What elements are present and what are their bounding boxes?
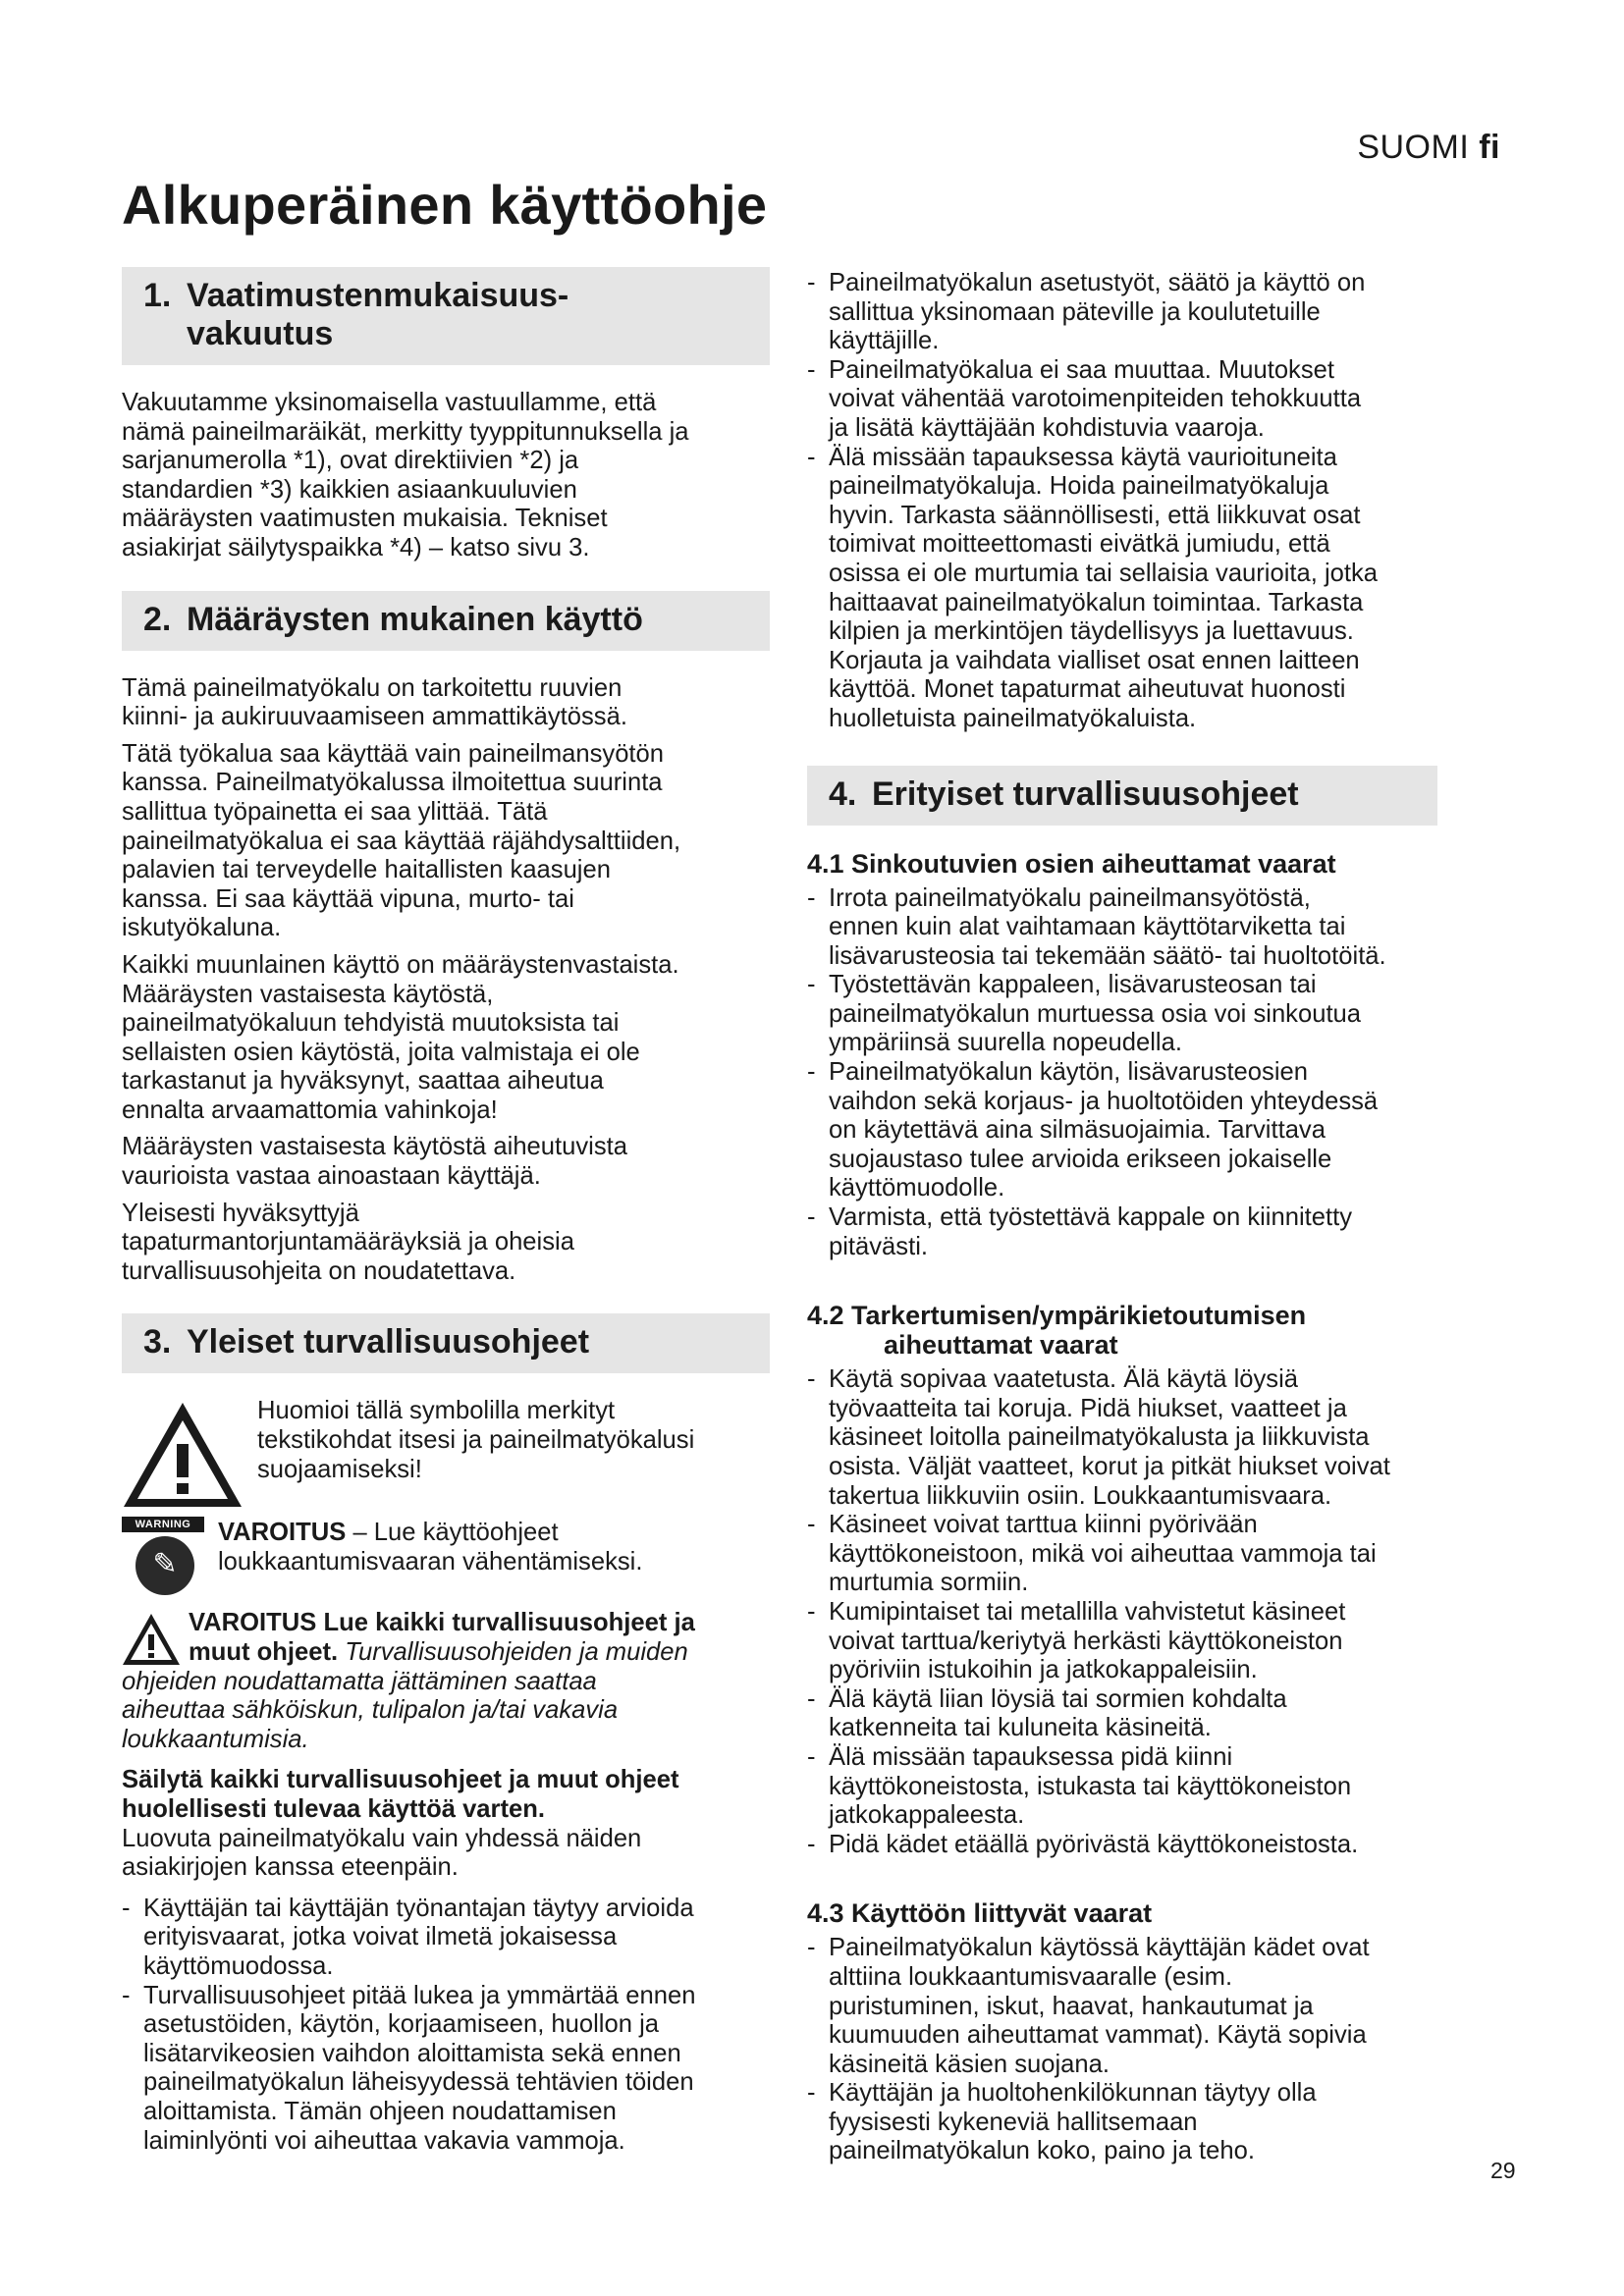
text-line: Tätä työkalua saa käyttää vain paineilmansyötön [122, 739, 665, 768]
keep-instructions [122, 1766, 770, 1882]
section-4-heading [807, 766, 1437, 826]
text-line: työvaatteita tai koruja. Pidä hiukset, vaatteet ja [829, 1394, 1347, 1422]
text-line: haittaavat paineilmatyökalun toimintaa. Tarkasta [829, 588, 1364, 616]
section-1-body [122, 389, 770, 563]
section-1-title-line1: Vaatimustenmukaisuus- [187, 277, 569, 314]
section-1-number: 1. [143, 277, 172, 314]
list-item: - Käsineet voivat tarttua kiinni pyörivään käyttökoneistoon, mikä voi aiheuttaa vammoja tai murtumia sormiin. [807, 1511, 1485, 1598]
subsection-4-2-heading [807, 1301, 1485, 1360]
warning-word: VAROITUS [218, 1519, 347, 1547]
list-item: - Älä missään tapauksessa käytä vaurioituneita paineilmatyökaluja. Hoida paineilmatyökaluja hyvin. Tarkasta säännöllisesti, että liikkuvat osat toimivat moitteettomasti eivätkä jumiudu, että osissa ei ole murtumia tai sellaisia vaurioita, jotka haittaavat paineilmatyökalun toimintaa. Tarkasta kilpien ja merkintöjen täydellisyys ja luettavuus. Korjauta ja vaihdata vialliset osat ennen laitteen käyttöä. Monet tapaturmat aiheutuvat huonosti huolletuista paineilmatyökaluista. [807, 444, 1485, 734]
section-2-heading [122, 591, 770, 651]
text-line: paineilmatyökalun koko, paino ja teho. [829, 2137, 1255, 2165]
warning-triangle-small-icon [122, 1613, 181, 1666]
text-line: huolletuista paineilmatyökaluista. [829, 704, 1197, 732]
list-item: - Turvallisuusohjeet pitää lukea ja ymmärtää ennen asetustöiden, käytön, korjaamiseen, huollon ja lisätarvikeosien vaihdon aloittamista sekä ennen paineilmatyökalun läheisyydessä tehtävien töiden aloittamista. Tämän ohjeen noudattamisen laiminlyönti voi aiheuttaa vakavia vammoja. [122, 1982, 770, 2157]
text-line: tapaturmantorjuntamääräyksiä ja oheisia [122, 1228, 574, 1256]
text-line: määräysten vaatimusten mukaisia. Tekniset [122, 505, 608, 533]
text-line: käyttömuodolle. [829, 1174, 1005, 1202]
text-line: Paineilmatyökalun käytön, lisävarusteosien [829, 1058, 1308, 1087]
text-line: käyttäjille. [829, 327, 940, 355]
text-line: käyttökoneistosta, istukasta tai käyttökoneiston [829, 1772, 1352, 1800]
text-line: sarjanumerolla *1), ovat direktiivien *2) ja [122, 447, 579, 475]
text-line: pitävästi. [829, 1232, 929, 1260]
text-line: kanssa. Ei saa käyttää vipuna, murto- tai [122, 884, 574, 913]
text-line: Paineilmatyökalun käytössä käyttäjän kädet ovat [829, 1934, 1370, 1962]
left-column [122, 267, 770, 2156]
text-line: käyttökoneistoon, mikä voi aiheuttaa vammoja tai [829, 1539, 1377, 1568]
text-line: Pidä kädet etäällä pyörivästä käyttökoneistosta. [829, 1830, 1359, 1858]
text-line: murtumia sormiin. [829, 1569, 1029, 1597]
text-line: voivat tarttua/keriytyä herkästi käyttökoneiston [829, 1627, 1343, 1655]
text-line: osista. Väljät vaatteet, korut ja pitkät hiukset voivat [829, 1453, 1390, 1480]
text-line: Määräysten vastaisesta käytöstä, [122, 980, 494, 1008]
text-line: – Lue käyttöohjeet [346, 1519, 559, 1547]
section-4-title: Erityiset turvallisuusohjeet [872, 774, 1299, 813]
text-line: Käyttäjän tai käyttäjän työnantajan täytyy arvioida [143, 1894, 694, 1922]
text-line: Tämä paineilmatyökalu on tarkoitettu ruuvien [122, 673, 623, 702]
section-1-heading [122, 267, 770, 365]
section-3-heading [122, 1313, 770, 1373]
text-line: alttiina loukkaantumisvaaralle (esim. [829, 1962, 1233, 1991]
list-item: - Älä käytä liian löysiä tai sormien kohdalta katkenneita tai kuluneita käsineitä. [807, 1685, 1485, 1743]
text-line: käsineet loitolla paineilmatyökalusta ja liikkuvista [829, 1423, 1370, 1452]
subsection-4-3-heading: 4.3 Käyttöön liittyvät vaarat [807, 1898, 1153, 1929]
subsection-4-1-heading: 4.1 Sinkoutuvien osien aiheuttamat vaarat [807, 848, 1336, 879]
text-line: ohjeiden noudattamatta jättäminen saattaa [122, 1667, 597, 1695]
text-line: Älä missään tapauksessa pidä kiinni [829, 1742, 1233, 1771]
text-line: Määräysten vastaisesta käytöstä aiheutuvista [122, 1133, 627, 1161]
text-line: loukkaantumisia. [122, 1725, 309, 1753]
text-line: sellaisten osien käytöstä, joita valmistaja ei ole [122, 1038, 640, 1066]
text-line: kanssa. Paineilmatyökalussa ilmoitettua suurinta [122, 769, 663, 797]
section-2-number: 2. [143, 600, 172, 638]
text-line: tarkastanut ja hyväksynyt, saattaa aiheutua [122, 1067, 604, 1095]
language-label [1357, 129, 1500, 167]
text-line: katkenneita tai kuluneita käsineitä. [829, 1714, 1212, 1742]
text-line: paineilmatyökaluja. Hoida paineilmatyökaluja [829, 472, 1329, 501]
text-line: kilpien ja merkintöjen täydellisyys ja luettavuus. [829, 617, 1354, 646]
text-line: vaihdon sekä korjaus- ja huoltotöiden yhteydessä [829, 1087, 1379, 1115]
text-line: kiinni- ja aukiruuvaamiseen ammattikäytössä. [122, 703, 627, 731]
text-line: lisätarvikeosien vaihdon aloittamista sekä ennen [143, 2039, 681, 2067]
text-line: asetustöiden, käytön, korjaamiseen, huollon ja [143, 2010, 659, 2039]
text-line: Kaikki muunlainen käyttö on määräystenvastaista. [122, 950, 679, 979]
text-line: Paineilmatyökalua ei saa muuttaa. Muutokset [829, 355, 1334, 384]
text-line: käsineitä käsien suojana. [829, 2050, 1110, 2078]
section-1-title-line2: vakuutus [187, 315, 334, 352]
text-line: Korjauta ja vaihdata vialliset osat ennen laitteen [829, 646, 1360, 674]
text-line: ennen kuin alat vaihtamaan käyttötarviketta tai [829, 913, 1346, 941]
text-line: VAROITUS Lue kaikki turvallisuusohjeet ja [189, 1609, 695, 1637]
text-line: hyvin. Tarkasta säännöllisesti, että liikkuvat osat [829, 501, 1361, 529]
text-line: ja lisätä käyttäjään kohdistuvia vaaroja. [829, 413, 1265, 442]
text-line: Paineilmatyökalun asetustyöt, säätö ja käyttö on [829, 269, 1366, 296]
text-line: sallittua yksinomaan päteville ja koulutetuille [829, 297, 1321, 326]
text-line: sallittua työpainetta ei saa ylittää. Tätä [122, 797, 548, 826]
list-item: - Käyttäjän ja huoltohenkilökunnan täytyy olla fyysisesti kykeneviä hallitsemaan paineilmatyökalun koko, paino ja teho. [807, 2079, 1485, 2166]
text-line: Työstettävän kappaleen, lisävarusteosan tai [829, 971, 1317, 999]
text-line: laiminlyönti voi aiheuttaa vakavia vammoja. [143, 2126, 625, 2155]
text-line: asiakirjat säilytyspaikka *4) – katso sivu 3. [122, 533, 590, 561]
read-manual-warning [122, 1517, 770, 1595]
text-line: kuumuuden aiheuttamat vammat). Käytä sopivia [829, 2021, 1367, 2050]
page-number: 29 [1490, 2158, 1516, 2183]
text-line: puristuminen, iskut, haavat, hankautumat ja [829, 1992, 1314, 2020]
section-2-paragraph-5 [122, 1200, 770, 1287]
language-name: SUOMI [1357, 129, 1470, 166]
text-line: ennalta arvaamattomia vahinkoja! [122, 1095, 498, 1124]
list-item: - Käytä sopivaa vaatetusta. Älä käytä löysiä työvaatteita tai koruja. Pidä hiukset, vaatteet ja käsineet loitolla paineilmatyökalusta ja liikkuvista osista. Väljät vaatteet, korut ja pitkät hiukset voivat takertua liikkuviin osiin. Loukkaantumisvaara. [807, 1365, 1485, 1511]
text-line: palavien tai terveydelle haitallisten kaasujen [122, 856, 611, 884]
text-line: Älä missään tapauksessa käytä vaurioituneita [829, 443, 1337, 471]
list-item: - Pidä kädet etäällä pyörivästä käyttökoneistosta. [807, 1831, 1485, 1860]
text-line: jatkokappaleesta. [829, 1801, 1025, 1830]
list-item: - Älä missään tapauksessa pidä kiinni käyttökoneistosta, istukasta tai käyttökoneiston jatkokappaleesta. [807, 1743, 1485, 1831]
text-line: suojaustaso tulee arvioida erikseen jokaiselle [829, 1145, 1332, 1173]
list-item: - Paineilmatyökalun käytön, lisävarusteosien vaihdon sekä korjaus- ja huoltotöiden yhteydessä on käytettävä aina silmäsuojaimia. Tarvittava suojaustaso tulee arvioida erikseen jokaiselle käyttömuodolle. [807, 1058, 1485, 1203]
text-line: paineilmatyökalun läheisyydessä tehtävien töiden [143, 2068, 694, 2097]
section-2-paragraph-1 [122, 674, 770, 732]
text-line: takertua liikkuviin osiin. Loukkaantumisvaara. [829, 1481, 1332, 1510]
text-line: asiakirjojen kanssa eteenpäin. [122, 1853, 459, 1882]
manual-circle-icon: ✎ [135, 1536, 194, 1595]
read-manual-icon [122, 1517, 210, 1595]
text-line: Huomioi tällä symbolilla merkityt [257, 1397, 616, 1425]
text-line: turvallisuusohjeita on noudatettava. [122, 1256, 516, 1285]
read-all-warning [122, 1609, 770, 1754]
list-item: - Paineilmatyökalua ei saa muuttaa. Muutokset voivat vähentää varotoimenpiteiden tehokkuutta ja lisätä käyttäjään kohdistuvia vaaroja. [807, 356, 1485, 444]
text-line: tekstikohdat itsesi ja paineilmatyökalusi [257, 1426, 695, 1455]
list-item: - Kumipintaiset tai metallilla vahvistetut käsineet voivat tarttua/keriytyä herkästi käyttökoneiston pyöriviin istukoihin ja jatkokappaleisiin. [807, 1598, 1485, 1685]
text-line-bold: muut ohjeet. [189, 1638, 339, 1667]
section-4-number: 4. [829, 774, 857, 813]
section-3-title: Yleiset turvallisuusohjeet [187, 1323, 590, 1362]
text-line: Luovuta paineilmatyökalu vain yhdessä näiden [122, 1824, 642, 1852]
list-item: - Irrota paineilmatyökalu paineilmansyötöstä, ennen kuin alat vaihtamaan käyttötarviketta tai lisävarusteosia tai tekemään säätö- tai huoltotöitä. [807, 884, 1485, 972]
section-2-paragraph-3 [122, 951, 770, 1126]
list-item: - Työstettävän kappaleen, lisävarusteosan tai paineilmatyökalun murtuessa osia voi sinkoutua ympäriinsä suurella nopeudella. [807, 971, 1485, 1058]
text-line: paineilmatyökalua ei saa käyttää räjähdysalttiiden, [122, 827, 681, 855]
text-line: voivat vähentää varotoimenpiteiden tehokkuutta [829, 385, 1362, 413]
text-line: suojaamiseksi! [257, 1455, 422, 1483]
list-item: - Varmista, että työstettävä kappale on kiinnitetty pitävästi. [807, 1203, 1485, 1261]
section-3-number: 3. [143, 1323, 172, 1362]
text-line: pyöriviin istukoihin ja jatkokappaleisiin. [829, 1656, 1258, 1684]
language-code: fi [1479, 129, 1500, 166]
text-line: loukkaantumisvaaran vähentämiseksi. [218, 1548, 643, 1576]
text-line: aiheuttaa sähköiskun, tulipalon ja/tai vakavia [122, 1696, 619, 1725]
text-line: paineilmatyökalun murtuessa osia voi sinkoutua [829, 999, 1362, 1028]
text-line: käyttömuodossa. [143, 1951, 334, 1980]
section-2-title: Määräysten mukainen käyttö [187, 600, 643, 638]
text-line: Vakuutamme yksinomaisella vastuullamme, että [122, 389, 657, 416]
text-line: fyysisesti kykeneviä hallitsemaan [829, 2108, 1198, 2136]
warning-triangle-icon [122, 1401, 244, 1509]
text-line: Käyttäjän ja huoltohenkilökunnan täytyy olla [829, 2079, 1317, 2108]
list-item: - Paineilmatyökalun käytössä käyttäjän kädet ovat alttiina loukkaantumisvaaralle (esim. puristuminen, iskut, haavat, hankautumat ja kuumuuden aiheuttamat vammat). Käytä sopivia käsineitä käsien suojana. [807, 1934, 1485, 2079]
text-line: Irrota paineilmatyökalu paineilmansyötöstä, [829, 883, 1311, 912]
text-line: nämä paineilmaräikät, merkitty tyyppitunnuksella ja [122, 417, 689, 446]
text-line: huolellisesti tulevaa käyttöä varten. [122, 1795, 545, 1823]
text-line: paineilmatyökaluun tehdyistä muutoksista tai [122, 1009, 620, 1038]
text-line: Turvallisuusohjeet pitää lukea ja ymmärtää ennen [143, 1981, 696, 2009]
text-line: iskutyökaluna. [122, 914, 282, 942]
text-line: vaurioista vastaa ainoastaan käyttäjä. [122, 1162, 541, 1191]
page-title: Alkuperäinen käyttöohje [122, 174, 768, 236]
text-line: Varmista, että työstettävä kappale on kiinnitetty [829, 1203, 1353, 1232]
text-line: erityisvaarat, jotka voivat ilmetä jokaisessa [143, 1923, 618, 1951]
list-item: - Käyttäjän tai käyttäjän työnantajan täytyy arvioida erityisvaarat, jotka voivat ilmetä jokaisessa käyttömuodossa. [122, 1895, 770, 1982]
warning-label: WARNING [122, 1517, 204, 1532]
text-line-italic: Turvallisuusohjeiden ja muiden [338, 1638, 688, 1667]
text-line: Kumipintaiset tai metallilla vahvistetut käsineet [829, 1597, 1346, 1626]
list-item: - Paineilmatyökalun asetustyöt, säätö ja käyttö on sallittua yksinomaan päteville ja koulutetuille käyttäjille. [807, 269, 1485, 356]
text-line: Älä käytä liian löysiä tai sormien kohdalta [829, 1684, 1287, 1713]
text-line: on käytettävä aina silmäsuojaimia. Tarvittava [829, 1116, 1326, 1145]
text-line: standardien *3) kaikkien asiaankuuluvien [122, 475, 577, 504]
text-line: toimivat moitteettomasti eivätkä jumiudu, että [829, 530, 1330, 559]
subsection-title-line1: 4.2 Tarkertumisen/ympärikietoutumisen [807, 1301, 1307, 1331]
text-line: Yleisesti hyväksyttyjä [122, 1199, 359, 1227]
section-2-paragraph-4 [122, 1133, 770, 1191]
text-line: osissa ei ole murtumia tai sellaisia vaurioita, jotka [829, 559, 1379, 587]
text-line: Käsineet voivat tarttua kiinni pyörivään [829, 1511, 1258, 1539]
text-line: Säilytä kaikki turvallisuusohjeet ja muut ohjeet [122, 1766, 679, 1794]
text-line: aloittamista. Tämän ohjeen noudattamisen [143, 2097, 617, 2125]
right-column [807, 269, 1485, 2166]
text-line: käyttöä. Monet tapaturmat aiheutuvat huonosti [829, 675, 1346, 704]
warning-symbol-note [122, 1397, 770, 1509]
text-line: Käytä sopivaa vaatetusta. Älä käytä löysiä [829, 1365, 1299, 1394]
subsection-title-line2: aiheuttamat vaarat [884, 1330, 1118, 1361]
text-line: lisävarusteosia tai tekemään säätö- tai huoltotöitä. [829, 941, 1386, 970]
section-2-paragraph-2 [122, 740, 770, 943]
text-line: ympäriinsä suurella nopeudella. [829, 1029, 1182, 1057]
